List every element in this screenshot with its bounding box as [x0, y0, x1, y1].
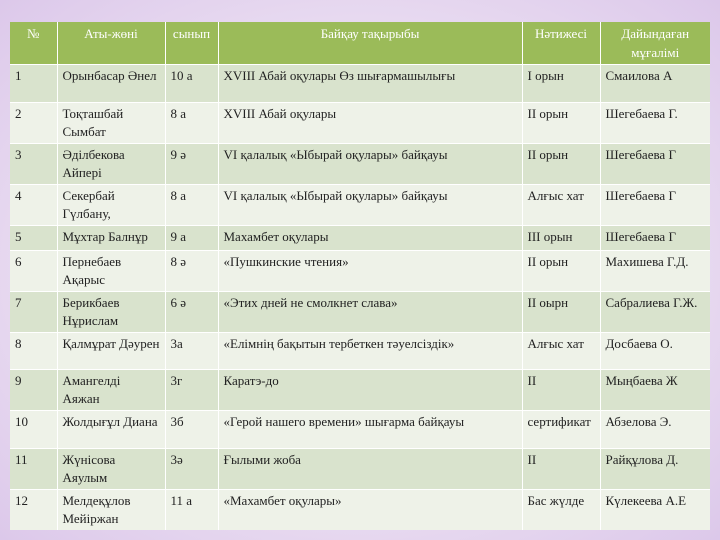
- cell-result: сертификат: [522, 411, 600, 449]
- cell-name: Секербай Гүлбану,: [57, 185, 165, 226]
- table-row: [10, 490, 710, 531]
- results-table: [10, 22, 710, 530]
- cell-result: I орын: [522, 65, 600, 103]
- cell-teacher: Күлекеева А.Е: [600, 490, 710, 531]
- cell-class: 3б: [165, 411, 218, 449]
- table-row: [10, 144, 710, 185]
- cell-teacher: Смаилова А: [600, 65, 710, 103]
- header-name: Аты-жөні: [57, 22, 165, 65]
- cell-contest-topic: «Этих дней не смолкнет слава»: [218, 292, 522, 333]
- cell-name: Әділбекова Айпері: [57, 144, 165, 185]
- cell-contest-topic: VI қалалық «Ыбырай оқулары» байқауы: [218, 144, 522, 185]
- cell-result: II орын: [522, 103, 600, 144]
- table-row: [10, 411, 710, 449]
- cell-contest-topic: «Махамбет оқулары»: [218, 490, 522, 531]
- cell-contest-topic: «Елімнің бақытын тербеткен тәуелсіздік»: [218, 333, 522, 370]
- cell-contest-topic: Ғылыми жоба: [218, 449, 522, 490]
- cell-name: Амангелді Аяжан: [57, 370, 165, 411]
- cell-contest-topic: «Пушкинские чтения»: [218, 251, 522, 292]
- table-row: [10, 251, 710, 292]
- cell-teacher: Шегебаева Г.: [600, 103, 710, 144]
- cell-name: Берикбаев Нұрислам: [57, 292, 165, 333]
- cell-teacher: Досбаева О.: [600, 333, 710, 370]
- cell-number: 8: [10, 333, 57, 370]
- table-row: [10, 103, 710, 144]
- cell-number: 10: [10, 411, 57, 449]
- cell-teacher: Райқұлова Д.: [600, 449, 710, 490]
- header-row: [10, 22, 710, 65]
- cell-name: Тоқташбай Сымбат: [57, 103, 165, 144]
- table-row: [10, 370, 710, 411]
- cell-result: II: [522, 449, 600, 490]
- cell-number: 7: [10, 292, 57, 333]
- header-number: №: [10, 22, 57, 65]
- cell-result: III орын: [522, 226, 600, 251]
- cell-number: 11: [10, 449, 57, 490]
- cell-contest-topic: Махамбет оқулары: [218, 226, 522, 251]
- cell-contest-topic: «Герой нашего времени» шығарма байқауы: [218, 411, 522, 449]
- cell-class: 9 ә: [165, 144, 218, 185]
- table-row: [10, 185, 710, 226]
- cell-number: 9: [10, 370, 57, 411]
- cell-name: Пернебаев Ақарыс: [57, 251, 165, 292]
- cell-contest-topic: VI қалалық «Ыбырай оқулары» байқауы: [218, 185, 522, 226]
- cell-contest-topic: XVIII Абай оқулары Өз шығармашылығы: [218, 65, 522, 103]
- header-result: Нәтижесі: [522, 22, 600, 65]
- cell-result: Бас жүлде: [522, 490, 600, 531]
- cell-class: 8 а: [165, 103, 218, 144]
- cell-number: 5: [10, 226, 57, 251]
- cell-class: 11 а: [165, 490, 218, 531]
- cell-number: 6: [10, 251, 57, 292]
- cell-number: 1: [10, 65, 57, 103]
- cell-class: 8 ә: [165, 251, 218, 292]
- cell-teacher: Шегебаева Г: [600, 185, 710, 226]
- header-contest-topic: Байқау тақырыбы: [218, 22, 522, 65]
- cell-class: 3ә: [165, 449, 218, 490]
- table-row: [10, 449, 710, 490]
- cell-teacher: Шегебаева Г: [600, 226, 710, 251]
- cell-class: 3а: [165, 333, 218, 370]
- table-row: [10, 226, 710, 251]
- header-teacher: Дайындаған мұғалімі: [600, 22, 710, 65]
- table-row: [10, 292, 710, 333]
- cell-number: 12: [10, 490, 57, 531]
- cell-contest-topic: XVIII Абай оқулары: [218, 103, 522, 144]
- cell-class: 10 а: [165, 65, 218, 103]
- cell-teacher: Махишева Г.Д.: [600, 251, 710, 292]
- header-class: сынып: [165, 22, 218, 65]
- cell-teacher: Шегебаева Г: [600, 144, 710, 185]
- cell-class: 9 а: [165, 226, 218, 251]
- cell-name: Жолдығұл Диана: [57, 411, 165, 449]
- cell-class: 8 а: [165, 185, 218, 226]
- cell-result: II орын: [522, 251, 600, 292]
- cell-teacher: Абзелова Э.: [600, 411, 710, 449]
- cell-name: Мелдеқұлов Мейіржан: [57, 490, 165, 531]
- cell-class: 6 ә: [165, 292, 218, 333]
- cell-name: Жүнісова Аяулым: [57, 449, 165, 490]
- cell-number: 2: [10, 103, 57, 144]
- cell-teacher: Сабралиева Г.Ж.: [600, 292, 710, 333]
- table-row: [10, 333, 710, 370]
- cell-result: II орын: [522, 144, 600, 185]
- cell-name: Қалмұрат Дәурен: [57, 333, 165, 370]
- cell-teacher: Мыңбаева Ж: [600, 370, 710, 411]
- cell-class: 3г: [165, 370, 218, 411]
- table-row: [10, 65, 710, 103]
- cell-name: Мұхтар Балнұр: [57, 226, 165, 251]
- cell-number: 3: [10, 144, 57, 185]
- cell-contest-topic: Каратэ-до: [218, 370, 522, 411]
- cell-result: Алғыс хат: [522, 333, 600, 370]
- cell-result: Алғыс хат: [522, 185, 600, 226]
- cell-name: Орынбасар Әнел: [57, 65, 165, 103]
- cell-number: 4: [10, 185, 57, 226]
- cell-result: II: [522, 370, 600, 411]
- cell-result: II оырн: [522, 292, 600, 333]
